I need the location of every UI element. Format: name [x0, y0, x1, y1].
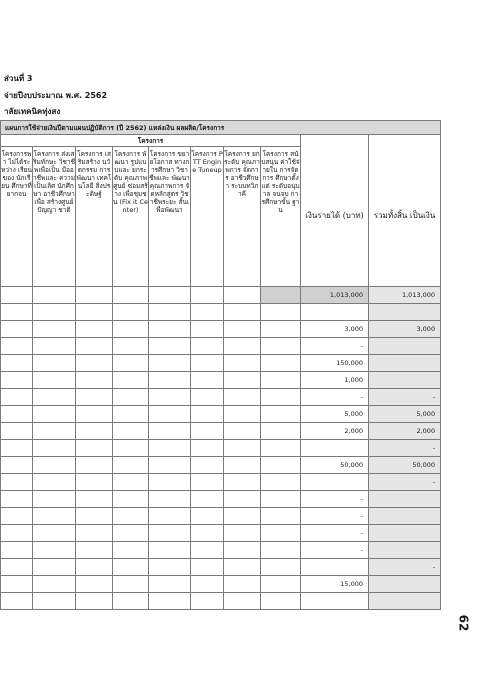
project-cell	[224, 457, 261, 474]
project-cell	[149, 525, 191, 542]
project-cell	[1, 474, 33, 491]
total-cell	[369, 542, 441, 559]
project-cell	[113, 542, 149, 559]
project-cell	[191, 355, 224, 372]
blank-cell	[301, 135, 369, 147]
project-cell	[191, 304, 224, 321]
project-cell	[261, 321, 301, 338]
project-cell	[149, 576, 191, 593]
blank-cell	[369, 135, 441, 147]
project-cell	[191, 593, 224, 610]
table-row	[1, 440, 441, 457]
project-cell	[33, 576, 76, 593]
project-cell	[149, 338, 191, 355]
income-cell	[301, 474, 369, 491]
income-cell: -	[301, 542, 369, 559]
project-cell	[1, 440, 33, 457]
income-cell	[301, 440, 369, 457]
col-header-fix-it-center: โครงการ พัฒนา รูปแบบและ ยกระดับ คุณภาพศูนย์ ซ่อมสร้าง เพื่อชุมชน (Fix it Center)	[113, 147, 149, 287]
project-cell	[33, 508, 76, 525]
project-cell	[1, 423, 33, 440]
budget-year-heading: จ่ายปีงบประมาณ พ.ศ. 2562	[4, 91, 108, 100]
col-header-short-courses: โครงการ ขยายโอกาส ทางการศึกษา วิชาชีพและ พัฒนา คุณภาพการ จัดหลักสูตร วิชาชีพระยะ สั้นเพื่อพัฒนา	[149, 147, 191, 287]
project-cell	[76, 304, 113, 321]
col-header-ptt-engine: โครงการ PTT Engine Tuneup	[191, 147, 224, 287]
project-cell	[1, 304, 33, 321]
page-number: 62	[456, 614, 471, 632]
project-cell	[224, 304, 261, 321]
project-cell	[149, 559, 191, 576]
total-cell: -	[369, 389, 441, 406]
project-cell	[1, 372, 33, 389]
total-cell	[369, 355, 441, 372]
table-row	[1, 508, 441, 525]
project-cell	[1, 508, 33, 525]
project-cell	[76, 321, 113, 338]
table-row	[1, 423, 441, 440]
project-cell	[76, 423, 113, 440]
project-cell	[76, 542, 113, 559]
total-cell	[369, 372, 441, 389]
project-cell	[1, 576, 33, 593]
income-cell: 1,000	[301, 372, 369, 389]
project-cell	[224, 474, 261, 491]
project-cell	[33, 457, 76, 474]
project-cell	[261, 576, 301, 593]
project-cell	[1, 457, 33, 474]
table-row	[1, 542, 441, 559]
project-cell	[191, 287, 224, 304]
project-cell	[224, 542, 261, 559]
project-cell	[224, 559, 261, 576]
project-cell	[33, 559, 76, 576]
project-cell	[113, 406, 149, 423]
expenditure-plan-table	[0, 120, 441, 610]
project-cell	[261, 389, 301, 406]
project-cell	[113, 321, 149, 338]
project-cell	[33, 304, 76, 321]
project-cell	[224, 338, 261, 355]
project-cell	[113, 372, 149, 389]
project-cell	[224, 287, 261, 304]
project-cell	[113, 440, 149, 457]
table-row	[1, 321, 441, 338]
total-cell: -	[369, 474, 441, 491]
total-cell: 5,000	[369, 406, 441, 423]
table-row	[1, 525, 441, 542]
project-cell	[113, 423, 149, 440]
project-cell	[191, 321, 224, 338]
project-cell	[191, 372, 224, 389]
project-cell	[224, 355, 261, 372]
project-cell	[261, 593, 301, 610]
project-cell	[224, 372, 261, 389]
table-row	[1, 338, 441, 355]
project-cell	[76, 593, 113, 610]
project-cell	[261, 338, 301, 355]
income-cell: -	[301, 525, 369, 542]
project-cell	[76, 491, 113, 508]
income-cell: -	[301, 491, 369, 508]
project-cell	[224, 406, 261, 423]
project-cell	[149, 321, 191, 338]
project-cell	[224, 321, 261, 338]
project-cell	[1, 406, 33, 423]
project-cell	[33, 406, 76, 423]
project-cell	[76, 338, 113, 355]
table-row	[1, 304, 441, 321]
project-cell	[113, 525, 149, 542]
table-row	[1, 355, 441, 372]
income-cell: 150,000	[301, 355, 369, 372]
project-cell	[149, 542, 191, 559]
project-cell	[224, 389, 261, 406]
project-cell	[33, 474, 76, 491]
table-row	[1, 474, 441, 491]
table-row	[1, 593, 441, 610]
project-cell	[191, 525, 224, 542]
project-cell	[1, 287, 33, 304]
total-cell: -	[369, 440, 441, 457]
project-cell	[149, 372, 191, 389]
project-cell	[33, 338, 76, 355]
project-cell	[33, 423, 76, 440]
project-cell	[149, 389, 191, 406]
projects-section-header: โครงการ	[1, 135, 301, 147]
project-cell	[224, 508, 261, 525]
income-cell	[301, 304, 369, 321]
project-cell	[149, 355, 191, 372]
total-cell: 3,000	[369, 321, 441, 338]
total-cell	[369, 508, 441, 525]
income-cell	[301, 593, 369, 610]
project-cell	[76, 287, 113, 304]
table-row	[1, 389, 441, 406]
income-cell	[301, 559, 369, 576]
project-cell	[149, 457, 191, 474]
project-cell	[149, 508, 191, 525]
total-cell: 50,000	[369, 457, 441, 474]
project-cell	[1, 525, 33, 542]
project-cell	[261, 491, 301, 508]
total-cell	[369, 338, 441, 355]
project-cell	[261, 423, 301, 440]
project-cell	[113, 559, 149, 576]
project-cell	[261, 372, 301, 389]
project-cell	[76, 389, 113, 406]
project-cell	[1, 491, 33, 508]
project-cell	[1, 338, 33, 355]
project-cell	[76, 406, 113, 423]
project-cell	[149, 474, 191, 491]
income-cell: -	[301, 338, 369, 355]
col-header-total: รวมทั้งสิ้น เป็นเงิน	[369, 147, 441, 287]
project-cell	[261, 559, 301, 576]
project-cell	[191, 457, 224, 474]
project-cell	[1, 593, 33, 610]
project-cell	[76, 372, 113, 389]
project-cell	[76, 559, 113, 576]
project-cell	[113, 593, 149, 610]
income-cell: -	[301, 389, 369, 406]
project-cell	[33, 491, 76, 508]
project-cell	[191, 423, 224, 440]
total-cell: 2,000	[369, 423, 441, 440]
total-cell: -	[369, 559, 441, 576]
col-header-innovation: โครงการ เสริมสร้าง นวัตกรรม การพัฒนา เทคโนโลยี สิ่งประดิษฐ์	[76, 147, 113, 287]
col-header-poor-students: โครงการพา ไม่ได้ระหว่าง เรียนของ นักเรียน ศึกษาที่ ยากจน	[1, 147, 33, 287]
project-cell	[191, 491, 224, 508]
col-header-dual-system: โครงการ ยกระดับ คุณภาพการ จัดการ อาชีวศึกษา ระบบทวิภาคี	[224, 147, 261, 287]
project-cell	[33, 372, 76, 389]
project-cell	[224, 576, 261, 593]
project-cell	[113, 287, 149, 304]
income-cell: 2,000	[301, 423, 369, 440]
project-cell	[191, 542, 224, 559]
project-cell	[261, 406, 301, 423]
table-row	[1, 491, 441, 508]
project-cell	[224, 440, 261, 457]
project-cell	[76, 474, 113, 491]
total-cell: 1,013,000	[369, 287, 441, 304]
project-cell	[191, 559, 224, 576]
project-cell	[113, 508, 149, 525]
project-cell	[224, 525, 261, 542]
project-cell	[149, 491, 191, 508]
project-cell	[191, 389, 224, 406]
project-cell	[261, 304, 301, 321]
project-cell	[76, 440, 113, 457]
income-cell: 5,000	[301, 406, 369, 423]
col-header-income: เงินรายได้ (บาท)	[301, 147, 369, 287]
total-cell	[369, 593, 441, 610]
project-cell	[113, 474, 149, 491]
project-cell	[261, 474, 301, 491]
project-cell	[261, 287, 301, 304]
project-cell	[76, 525, 113, 542]
project-cell	[113, 304, 149, 321]
part-heading: ส่วนที่ 3	[4, 74, 33, 83]
project-cell	[76, 457, 113, 474]
project-cell	[261, 457, 301, 474]
table-row	[1, 406, 441, 423]
project-cell	[191, 576, 224, 593]
project-cell	[224, 423, 261, 440]
project-cell	[33, 593, 76, 610]
project-cell	[33, 389, 76, 406]
project-cell	[1, 542, 33, 559]
project-cell	[113, 389, 149, 406]
project-cell	[191, 406, 224, 423]
table-banner: แผนการใช้จ่ายเงินปีตามแผนปฏิบัติการ (ปี 2562) แหล่งเงิน ผลผลิต/โครงการ	[1, 121, 441, 135]
project-cell	[149, 406, 191, 423]
project-cell	[261, 440, 301, 457]
project-cell	[33, 321, 76, 338]
table-row	[1, 576, 441, 593]
project-cell	[149, 423, 191, 440]
project-cell	[1, 321, 33, 338]
project-cell	[149, 440, 191, 457]
income-cell: 3,000	[301, 321, 369, 338]
project-cell	[33, 287, 76, 304]
project-cell	[1, 559, 33, 576]
project-cell	[113, 338, 149, 355]
project-cell	[191, 440, 224, 457]
project-cell	[33, 525, 76, 542]
table-row	[1, 372, 441, 389]
project-cell	[113, 576, 149, 593]
total-cell	[369, 304, 441, 321]
project-cell	[76, 355, 113, 372]
col-header-free-education: โครงการ สนับสนุน ค่าใช้จ่ายใน การจัดการ ศึกษาตั้งแต่ ระดับอนุบาล จนจบ การศึกษาขั้น ฐาน	[261, 147, 301, 287]
table-row	[1, 559, 441, 576]
project-cell	[76, 576, 113, 593]
project-cell	[33, 542, 76, 559]
col-header-vocational-skills: โครงการ ส่งเสริมทักษะ วิชาชีพเพื่อเป็น มืออาชีพและ ความเป็นเลิศ นักศึกษา อาชีวศึกษาเพื่อ สร้างศูนย์ปัญญา ชาติ	[33, 147, 76, 287]
total-cell	[369, 525, 441, 542]
project-cell	[149, 287, 191, 304]
income-cell: 15,000	[301, 576, 369, 593]
table-row	[1, 457, 441, 474]
project-cell	[1, 389, 33, 406]
project-cell	[76, 508, 113, 525]
project-cell	[113, 457, 149, 474]
total-cell	[369, 576, 441, 593]
project-cell	[261, 508, 301, 525]
project-cell	[224, 593, 261, 610]
project-cell	[261, 355, 301, 372]
project-cell	[113, 355, 149, 372]
income-cell: 1,013,000	[301, 287, 369, 304]
project-cell	[33, 355, 76, 372]
table-row	[1, 287, 441, 304]
project-cell	[224, 491, 261, 508]
project-cell	[149, 593, 191, 610]
income-cell: 50,000	[301, 457, 369, 474]
project-cell	[261, 525, 301, 542]
income-cell: -	[301, 508, 369, 525]
project-cell	[191, 338, 224, 355]
project-cell	[191, 508, 224, 525]
project-cell	[1, 355, 33, 372]
project-cell	[149, 304, 191, 321]
project-cell	[33, 440, 76, 457]
project-cell	[191, 474, 224, 491]
project-cell	[113, 491, 149, 508]
institution-heading: าลัยเทคนิคทุ่งสง	[4, 107, 61, 116]
project-cell	[261, 542, 301, 559]
total-cell	[369, 491, 441, 508]
